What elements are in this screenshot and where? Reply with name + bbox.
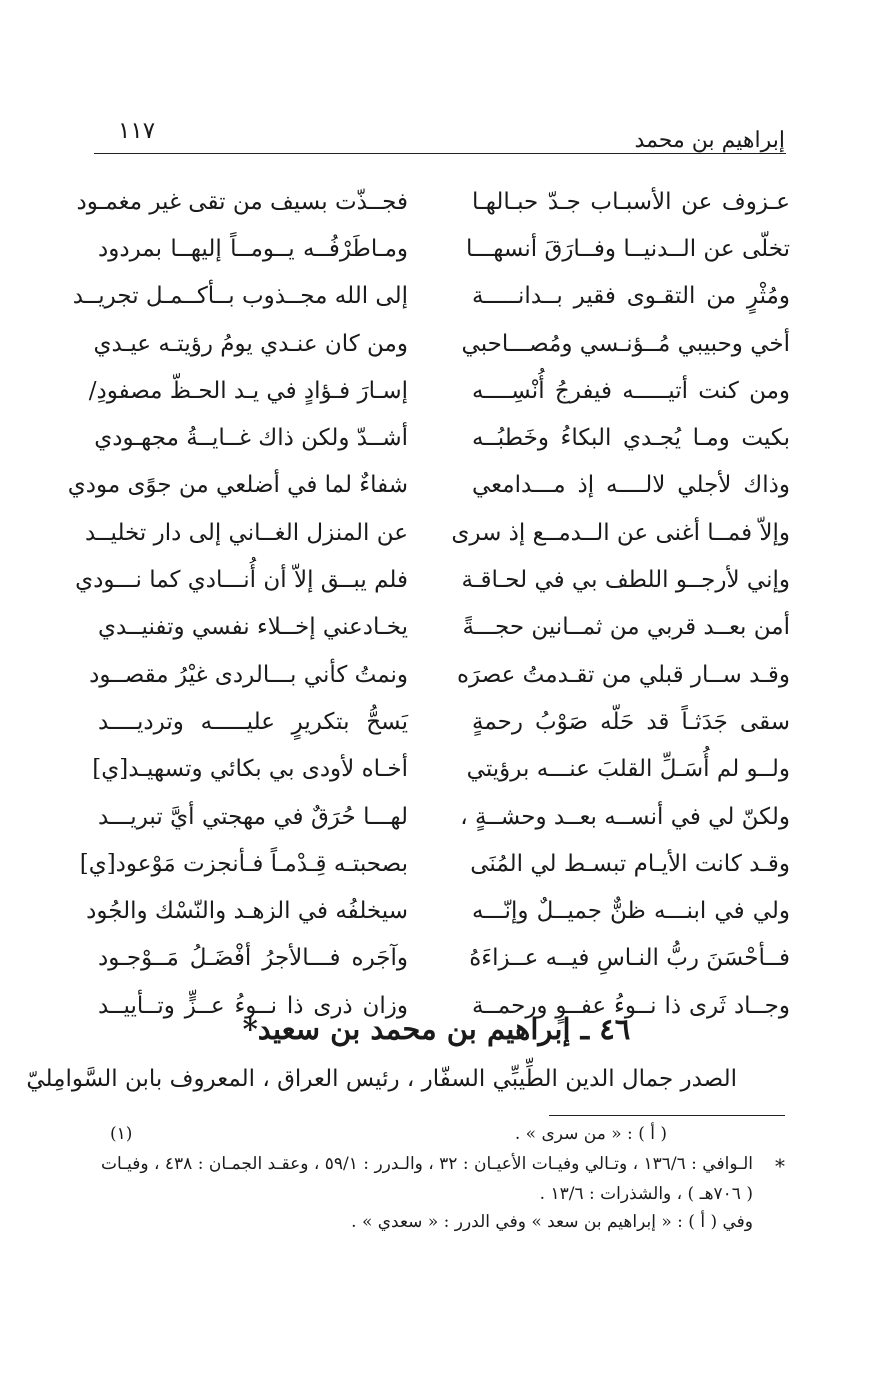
running-header-title: إبراهيم بن محمد — [634, 128, 785, 153]
verse-second-hemistich: وزان ذرى ذا نــوءُ عــزٍّ وتــأييــد — [98, 992, 408, 1019]
verse-first-hemistich: وإلاّ فمــا أغنى عن الــدمــع إذ سرى — [451, 519, 790, 546]
verse-second-hemistich: شفاءٌ لما في أضلعي من جوًى مودي — [67, 472, 408, 499]
verse-row — [86, 887, 790, 934]
header-rule — [94, 153, 786, 154]
footnote-1-marker: (١) — [110, 1124, 133, 1144]
verse-second-hemistich: إسـارَ فـؤادٍ في يـد الحـظّ مصفودِ/ — [88, 377, 408, 404]
verse-row — [93, 320, 790, 367]
verse-second-hemistich: بصحبتـه قِـدْمـاً فـأنجزت مَوْعود[ي] — [79, 850, 408, 877]
verse-second-hemistich: يَسحُّ بتكريرٍ عليـــــه وترديــــد — [98, 708, 408, 735]
verse-row — [75, 556, 790, 603]
verse-first-hemistich: فــأحْسَنَ ربُّ النـاسِ فيــه عــزاءَهُ — [469, 945, 790, 972]
verse-first-hemistich: ولي في ابنـــه ظنٌّ جميــلٌ وإنّـــه — [472, 898, 790, 925]
verse-row — [67, 462, 790, 509]
verse-first-hemistich: ولكنّ لي في أنســه بعــد وحشــةٍ ، — [460, 803, 790, 830]
verse-first-hemistich: ولــو لم أُسَـلِّ القلبَ عنـــه برؤيتي — [466, 756, 790, 783]
verse-row — [89, 651, 790, 698]
verse-second-hemistich: لهـــا حُرَقٌ في مهجتي أيَّ تبريـــد — [98, 803, 408, 830]
section-intro: الصدر جمال الدين الطِّيبِّي السفّار ، رئيس العراق ، المعروف بابن السَّوامِليّ — [26, 1066, 737, 1092]
verse-second-hemistich: فجــذّت بسيف من تقى غير مغمـود — [76, 188, 408, 215]
verse-row — [98, 604, 790, 651]
poem — [67, 178, 790, 1029]
verse-first-hemistich: وجــاد ثَرى ذا نــوءُ عفــوٍ ورحمــة — [472, 992, 790, 1019]
verse-first-hemistich: وقـد كانت الأيـام تبسـط لي المُنَى — [470, 850, 790, 877]
verse-first-hemistich: تخلّى عن الــدنيــا وفــارَقَ أنسهـــا — [466, 235, 790, 262]
verse-first-hemistich: ومُثْرٍ من التقـوى فقير بــدانـــــة — [472, 283, 790, 310]
verse-second-hemistich: أخـاه لأودى بي بكائي وتسهيـد[ي] — [92, 756, 408, 783]
footnote-star-marker: * — [775, 1154, 785, 1178]
verse-row — [76, 178, 790, 225]
verse-second-hemistich: ونمتُ كأني بـــالردى غيْرُ مقصــود — [89, 661, 408, 688]
verse-first-hemistich: عـزوف عن الأسبـاب جـدّ حبـالهـا — [472, 188, 790, 215]
verse-second-hemistich: عن المنزل الغــاني إلى دار تخليــد — [84, 519, 408, 546]
verse-second-hemistich: سيخلفُه في الزهـد والنّسْك والجُود — [86, 898, 408, 925]
verse-first-hemistich: ومن كنت أتيـــــه فيفرجُ أُنْسِــــه — [472, 377, 790, 404]
footnote-star-line-3: وفي ( أ ) : « إبراهيم بن سعد » وفي الدرر : « سعدي » . — [351, 1212, 753, 1232]
footnote-separator — [549, 1115, 785, 1116]
verse-row — [84, 509, 790, 556]
verse-second-hemistich: ومن كان عنـدي يومُ رؤيتـه عيـدي — [93, 330, 408, 357]
footnote-star-line-1: الـوافي : ١٣٦/٦ ، وتـالي وفيـات الأعيـان : ٣٢ ، والـدرر : ٥٩/١ ، وعقـد الجمـان : ٤٣٨ ، وفيـات — [100, 1154, 753, 1174]
footnote-star-line-2: ( ٧٠٦هـ ) ، والشذرات : ١٣/٦ . — [539, 1184, 753, 1204]
verse-second-hemistich: فلم يبــق إلاّ أن أُنـــادي كما نـــودي — [75, 567, 408, 594]
verse-row — [94, 414, 790, 461]
verse-first-hemistich: سقى جَدَثـاً قد حَلّه صَوْبُ رحمةٍ — [472, 708, 790, 735]
verse-second-hemistich: ومـاطَرْفُــه يــومــاً إليهــا بمردود — [98, 235, 408, 262]
footnote-1-text: ( أ ) : « من سرى » . — [514, 1124, 667, 1144]
verse-first-hemistich: بكيت ومـا يُجـدي البكاءُ وخَطبُــه — [472, 425, 790, 452]
page-number: ١١٧ — [118, 118, 156, 144]
verse-row — [79, 840, 790, 887]
verse-row — [98, 793, 790, 840]
verse-row — [98, 698, 790, 745]
verse-first-hemistich: أمن بعــد قربي من ثمــانين حجـــةً — [462, 614, 790, 641]
verse-first-hemistich: وقـد ســار قبلي من تقـدمتُ عصرَه — [456, 661, 790, 688]
verse-first-hemistich: أخي وحبيبي مُــؤنـسي ومُصـــاحبي — [461, 330, 790, 357]
verse-row — [98, 225, 790, 272]
verse-first-hemistich: وإني لأرجــو اللطف بي في لحـاقـة — [461, 567, 790, 594]
verse-row — [88, 367, 790, 414]
verse-first-hemistich: وذاك لأجلي لالــــه إذ مـــدامعي — [472, 472, 790, 499]
verse-second-hemistich: أشــدّ ولكن ذاك غــايــةُ مجهـودي — [94, 425, 408, 452]
verse-second-hemistich: إلى الله مجــذوب بــأكــمـل تجريــد — [72, 283, 408, 310]
verse-second-hemistich: وآجَره فـــالأجرُ أفْضَـلُ مَــوْجـود — [98, 945, 408, 972]
verse-row — [98, 935, 790, 982]
verse-row — [92, 746, 790, 793]
section-title: ٤٦ ـ إبراهيم بن محمد بن سعيد* — [242, 1012, 631, 1046]
verse-second-hemistich: يخـادعني إخــلاء نفسي وتفنيــدي — [98, 614, 408, 641]
verse-row — [72, 273, 790, 320]
